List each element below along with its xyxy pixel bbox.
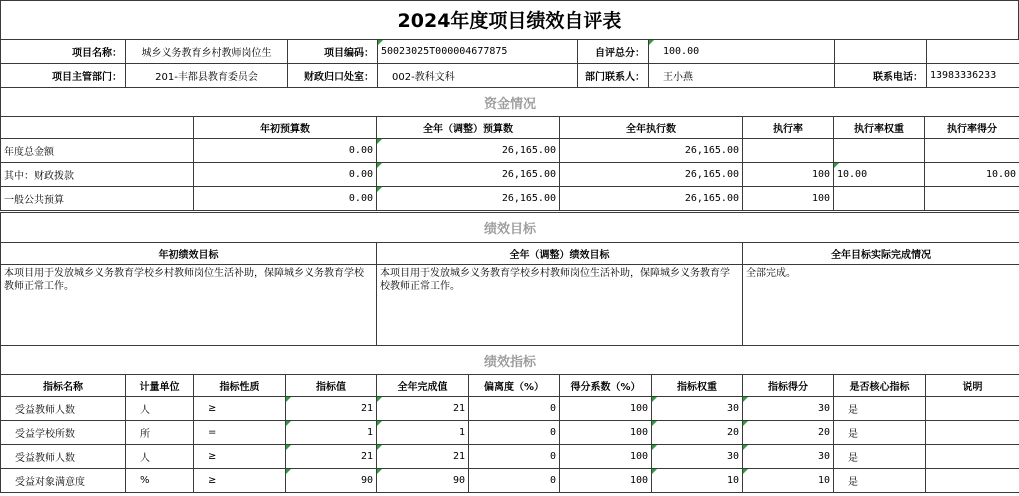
ind-nature[interactable]: ≥ xyxy=(194,397,286,421)
ind-header-actual: 全年完成值 xyxy=(377,375,469,397)
finance-value[interactable]: 002-教科文科 xyxy=(378,64,578,88)
ind-actual[interactable]: 21 xyxy=(377,397,469,421)
funds-initial[interactable]: 0.00 xyxy=(194,139,377,163)
ind-header-deviation: 偏离度（%） xyxy=(469,375,560,397)
indicator-row xyxy=(1,445,1019,469)
ind-deviation[interactable]: 0 xyxy=(469,469,560,493)
ind-score[interactable]: 30 xyxy=(743,445,834,469)
project-info-table xyxy=(0,39,1019,88)
ind-score[interactable]: 30 xyxy=(743,397,834,421)
ind-target[interactable]: 21 xyxy=(286,445,377,469)
ind-header-weight: 指标权重 xyxy=(652,375,743,397)
ind-name[interactable]: 受益教师人数 xyxy=(1,445,126,469)
goal-actual-text[interactable]: 全部完成。 xyxy=(743,265,1019,346)
ind-deviation[interactable]: 0 xyxy=(469,397,560,421)
funds-header-executed: 全年执行数 xyxy=(560,117,743,139)
ind-weight[interactable]: 30 xyxy=(652,397,743,421)
funds-header-initial: 年初预算数 xyxy=(194,117,377,139)
ind-nature[interactable]: ≥ xyxy=(194,469,286,493)
funds-row xyxy=(1,163,1019,187)
indicator-row xyxy=(1,469,1019,493)
funds-table xyxy=(0,87,1019,211)
funds-row-label: 其中：财政拨款 xyxy=(1,163,194,187)
ind-name[interactable]: 受益学校所数 xyxy=(1,421,126,445)
project-code-value[interactable]: 50023025T000004677875 xyxy=(378,40,578,64)
funds-adjusted[interactable]: 26,165.00 xyxy=(377,163,560,187)
funds-initial[interactable]: 0.00 xyxy=(194,163,377,187)
funds-weight[interactable] xyxy=(834,139,925,163)
ind-deviation[interactable]: 0 xyxy=(469,445,560,469)
ind-weight[interactable]: 20 xyxy=(652,421,743,445)
funds-initial[interactable]: 0.00 xyxy=(194,187,377,211)
funds-rate[interactable]: 100 xyxy=(743,187,834,211)
ind-note[interactable] xyxy=(926,397,1019,421)
sheet-title: 2024年度项目绩效自评表 xyxy=(0,0,1019,40)
funds-header-adjusted: 全年（调整）预算数 xyxy=(377,117,560,139)
goal-initial-text[interactable]: 本项目用于发放城乡义务教育学校乡村教师岗位生活补助，保障城乡义务教育学校教师正常工作。 xyxy=(1,265,377,346)
ind-unit[interactable]: 人 xyxy=(126,397,194,421)
ind-unit[interactable]: 所 xyxy=(126,421,194,445)
funds-header-score: 执行率得分 xyxy=(925,117,1019,139)
ind-header-name: 指标名称 xyxy=(1,375,126,397)
funds-header-weight: 执行率权重 xyxy=(834,117,925,139)
funds-rate[interactable] xyxy=(743,139,834,163)
funds-executed[interactable]: 26,165.00 xyxy=(560,163,743,187)
goals-header-initial: 年初绩效目标 xyxy=(1,243,377,265)
ind-weight[interactable]: 30 xyxy=(652,445,743,469)
funds-section-title: 资金情况 xyxy=(1,88,1019,117)
project-name-label: 项目名称： xyxy=(1,40,126,64)
ind-unit[interactable]: 人 xyxy=(126,445,194,469)
info-empty-cell[interactable] xyxy=(927,40,1019,64)
goals-header-actual: 全年目标实际完成情况 xyxy=(743,243,1019,265)
dept-value[interactable]: 201-丰都县教育委员会 xyxy=(126,64,288,88)
ind-core[interactable]: 是 xyxy=(834,397,926,421)
indicator-row xyxy=(1,397,1019,421)
funds-score[interactable] xyxy=(925,187,1019,211)
ind-deviation[interactable]: 0 xyxy=(469,421,560,445)
goals-table xyxy=(0,212,1019,346)
ind-header-target: 指标值 xyxy=(286,375,377,397)
funds-row xyxy=(1,187,1019,211)
ind-header-score: 指标得分 xyxy=(743,375,834,397)
ind-core[interactable]: 是 xyxy=(834,421,926,445)
indicators-section-title: 绩效指标 xyxy=(1,346,1019,375)
contact-value[interactable]: 王小燕 xyxy=(649,64,835,88)
ind-header-unit: 计量单位 xyxy=(126,375,194,397)
funds-adjusted[interactable]: 26,165.00 xyxy=(377,187,560,211)
info-empty-cell[interactable] xyxy=(835,40,927,64)
funds-executed[interactable]: 26,165.00 xyxy=(560,139,743,163)
ind-target[interactable]: 21 xyxy=(286,397,377,421)
ind-weight[interactable]: 10 xyxy=(652,469,743,493)
phone-value[interactable]: 13983336233 xyxy=(927,64,1019,88)
funds-weight[interactable] xyxy=(834,187,925,211)
dept-label: 项目主管部门： xyxy=(1,64,126,88)
ind-note[interactable] xyxy=(926,421,1019,445)
funds-score[interactable] xyxy=(925,139,1019,163)
ind-actual[interactable]: 21 xyxy=(377,445,469,469)
ind-name[interactable]: 受益教师人数 xyxy=(1,397,126,421)
contact-label: 部门联系人： xyxy=(578,64,649,88)
goals-section-title: 绩效目标 xyxy=(1,213,1019,243)
ind-header-core: 是否核心指标 xyxy=(834,375,926,397)
funds-header-corner xyxy=(1,117,194,139)
ind-actual[interactable]: 90 xyxy=(377,469,469,493)
goals-header-adjusted: 全年（调整）绩效目标 xyxy=(377,243,743,265)
funds-adjusted[interactable]: 26,165.00 xyxy=(377,139,560,163)
indicator-row xyxy=(1,421,1019,445)
ind-header-note: 说明 xyxy=(926,375,1019,397)
ind-header-coef: 得分系数（%） xyxy=(560,375,652,397)
funds-executed[interactable]: 26,165.00 xyxy=(560,187,743,211)
ind-actual[interactable]: 1 xyxy=(377,421,469,445)
indicators-table xyxy=(0,345,1019,493)
funds-rate[interactable]: 100 xyxy=(743,163,834,187)
ind-header-nature: 指标性质 xyxy=(194,375,286,397)
project-code-label: 项目编码： xyxy=(288,40,378,64)
ind-core[interactable]: 是 xyxy=(834,469,926,493)
ind-target[interactable]: 90 xyxy=(286,469,377,493)
ind-coef[interactable]: 100 xyxy=(560,397,652,421)
funds-row-label: 一般公共预算 xyxy=(1,187,194,211)
funds-weight[interactable]: 10.00 xyxy=(834,163,925,187)
ind-note[interactable] xyxy=(926,445,1019,469)
ind-note[interactable] xyxy=(926,469,1019,493)
funds-header-rate: 执行率 xyxy=(743,117,834,139)
ind-name[interactable]: 受益对象满意度 xyxy=(1,469,126,493)
phone-label: 联系电话： xyxy=(835,64,927,88)
ind-coef[interactable]: 100 xyxy=(560,469,652,493)
ind-nature[interactable]: = xyxy=(194,421,286,445)
funds-score[interactable]: 10.00 xyxy=(925,163,1019,187)
ind-score[interactable]: 10 xyxy=(743,469,834,493)
self-score-label: 自评总分： xyxy=(578,40,649,64)
ind-unit[interactable]: % xyxy=(126,469,194,493)
self-score-value[interactable]: 100.00 xyxy=(649,40,835,64)
ind-score[interactable]: 20 xyxy=(743,421,834,445)
ind-core[interactable]: 是 xyxy=(834,445,926,469)
ind-target[interactable]: 1 xyxy=(286,421,377,445)
ind-nature[interactable]: ≥ xyxy=(194,445,286,469)
ind-coef[interactable]: 100 xyxy=(560,445,652,469)
finance-label: 财政归口处室： xyxy=(288,64,378,88)
goal-adjusted-text[interactable]: 本项目用于发放城乡义务教育学校乡村教师岗位生活补助，保障城乡义务教育学校教师正常工作。 xyxy=(377,265,743,346)
funds-row xyxy=(1,139,1019,163)
ind-coef[interactable]: 100 xyxy=(560,421,652,445)
project-name-value[interactable]: 城乡义务教育乡村教师岗位生 xyxy=(126,40,288,64)
funds-row-label: 年度总金额 xyxy=(1,139,194,163)
